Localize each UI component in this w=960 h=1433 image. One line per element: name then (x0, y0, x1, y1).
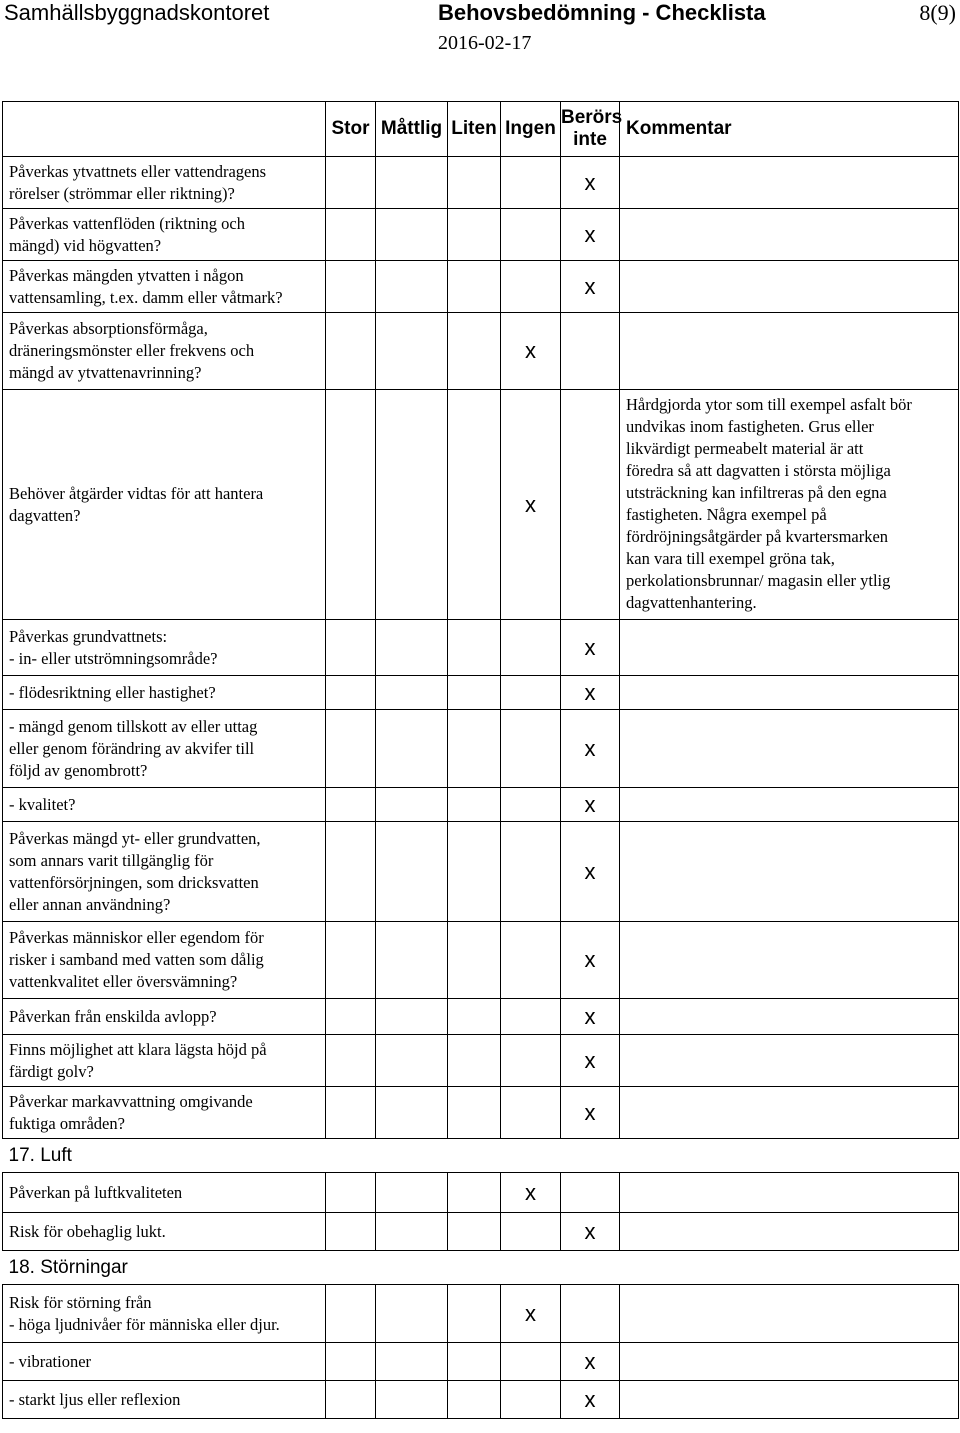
question-text: Behöver åtgärder vidtas för att hantera (9, 483, 264, 503)
question-cell (3, 1285, 326, 1343)
table-row (3, 1213, 959, 1251)
question-cell (3, 1035, 326, 1087)
mark-berors-inte: x (561, 922, 620, 999)
mark-berors-inte: x (561, 999, 620, 1035)
table-row (3, 1285, 959, 1343)
mark-berors-inte: x (561, 822, 620, 922)
page-number: 8(9) (919, 0, 956, 25)
question-cell (3, 788, 326, 822)
question-cell (3, 1087, 326, 1139)
question-text: Risk för störning från (9, 1292, 152, 1312)
section-row-luft (3, 1139, 959, 1173)
question-cell (3, 390, 326, 620)
question-cell (3, 209, 326, 261)
question-text: dräneringsmönster eller frekvens och (9, 341, 255, 360)
table-row (3, 1035, 959, 1087)
table-row (3, 822, 959, 922)
question-cell (3, 999, 326, 1035)
question-text: - vibrationer (9, 1351, 92, 1371)
table-row (3, 390, 959, 620)
comment-line: utsträckning kan infiltreras på den egna (626, 483, 887, 502)
comment-line: likvärdigt permeabelt material är att (626, 439, 864, 458)
comment-cell (620, 1173, 959, 1213)
question-text: Påverkar markavvattning omgivande (9, 1091, 253, 1111)
table-row (3, 1343, 959, 1381)
question-text: som annars varit tillgänglig för (9, 850, 214, 870)
section-row-storningar (3, 1251, 959, 1285)
table-row (3, 999, 959, 1035)
question-cell (3, 1173, 326, 1213)
mark-ingen: x (501, 390, 561, 620)
question-text: dagvatten? (9, 505, 81, 525)
question-text: rörelser (strömmar eller riktning)? (9, 183, 235, 203)
table-row (3, 209, 959, 261)
question-cell (3, 261, 326, 313)
question-text: mängd) vid högvatten? (9, 235, 162, 255)
comment-cell (620, 209, 959, 261)
question-text: eller annan användning? (9, 894, 171, 914)
mark-berors-inte: x (561, 1381, 620, 1419)
comment-line: Hårdgjorda ytor som till exempel asfalt bör (626, 395, 912, 414)
question-text: - kvalitet? (9, 794, 76, 814)
comment-cell (620, 157, 959, 209)
column-header-kommentar: Kommentar (620, 102, 959, 157)
question-text: Påverkas ytvattnets eller vattendragens (9, 161, 267, 181)
comment-line: föredra så att dagvatten i största möjliga (626, 461, 891, 480)
berors-line-2: inte (573, 129, 607, 150)
comment-cell (620, 922, 959, 999)
question-text: Påverkas mängden ytvatten i någon (9, 265, 244, 285)
mark-berors-inte: x (561, 710, 620, 788)
comment-cell (620, 788, 959, 822)
column-header-berors-inte (561, 102, 623, 157)
comment-cell (620, 1343, 959, 1381)
comment-cell (620, 999, 959, 1035)
comment-cell (620, 710, 959, 788)
comment-cell (620, 822, 959, 922)
question-cell (3, 676, 326, 710)
mark-ingen: x (501, 1173, 561, 1213)
document-title: Behovsbedömning - Checklista (438, 0, 766, 25)
mark-berors-inte: x (561, 209, 620, 261)
section-title-luft: 17. Luft (8, 1144, 72, 1166)
comment-line: dagvattenhantering. (626, 593, 757, 612)
column-header-liten: Liten (448, 102, 501, 157)
table-row (3, 676, 959, 710)
question-text: vattenkvalitet eller översvämning? (9, 972, 238, 991)
table-row (3, 157, 959, 209)
question-text: Påverkas vattenflöden (riktning och (9, 213, 245, 233)
table-row (3, 788, 959, 822)
comment-cell (620, 1213, 959, 1251)
table-row (3, 1381, 959, 1419)
question-text: - flödesriktning eller hastighet? (9, 682, 216, 702)
table-row (3, 261, 959, 313)
question-text: följd av genombrott? (9, 760, 148, 780)
question-cell (3, 1213, 326, 1251)
mark-berors-inte: x (561, 676, 620, 710)
section-title-storningar: 18. Störningar (8, 1256, 128, 1278)
comment-line: undvikas inom fastigheten. Grus eller (626, 417, 874, 436)
comment-line: fördröjningsåtgärder på kvartersmarken (626, 527, 889, 546)
mark-berors-inte: x (561, 157, 620, 209)
mark-berors-inte: x (561, 1213, 620, 1251)
question-header (3, 102, 326, 157)
table-row (3, 620, 959, 676)
mark-ingen: x (501, 1285, 561, 1343)
comment-cell (620, 676, 959, 710)
comment-line: kan vara till exempel gröna tak, (626, 549, 835, 568)
comment-cell (620, 1285, 959, 1343)
column-header-mattlig: Måttlig (376, 102, 448, 157)
question-text: Finns möjlighet att klara lägsta höjd på (9, 1039, 267, 1059)
org-name: Samhällsbyggnadskontoret (4, 0, 270, 25)
comment-dagvatten (620, 390, 959, 620)
comment-cell (620, 313, 959, 390)
mark-ingen: x (501, 313, 561, 390)
column-header-stor: Stor (326, 102, 376, 157)
table-row (3, 1087, 959, 1139)
mark-berors-inte: x (561, 1343, 620, 1381)
question-text: vattensamling, t.ex. damm eller våtmark? (9, 287, 283, 307)
table-header-row (3, 102, 959, 157)
question-text: fuktiga områden? (9, 1113, 125, 1133)
comment-cell (620, 1381, 959, 1419)
comment-line: fastigheten. Några exempel på (626, 505, 827, 524)
question-text: Påverkas mängd yt- eller grundvatten, (9, 828, 261, 848)
question-cell (3, 157, 326, 209)
question-text: Påverkan från enskilda avlopp? (9, 1006, 217, 1026)
comment-cell (620, 1087, 959, 1139)
mark-berors-inte: x (561, 261, 620, 313)
question-text: färdigt golv? (9, 1061, 94, 1081)
question-text: risker i samband med vatten som dålig (9, 950, 264, 969)
comment-cell (620, 261, 959, 313)
question-text: Påverkas absorptionsförmåga, (9, 319, 208, 338)
question-cell (3, 620, 326, 676)
comment-cell (620, 620, 959, 676)
question-cell (3, 922, 326, 999)
checklist-table (2, 101, 959, 1419)
mark-berors-inte: x (561, 1087, 620, 1139)
question-text: - höga ljudnivåer för människa eller djur. (9, 1314, 280, 1334)
question-text: mängd av ytvattenavrinning? (9, 363, 202, 382)
question-text: Påverkan på luftkvaliteten (9, 1182, 183, 1202)
question-text: - mängd genom tillskott av eller uttag (9, 716, 258, 736)
column-header-ingen: Ingen (501, 102, 561, 157)
table-row (3, 313, 959, 390)
question-text: vattenförsörjningen, som dricksvatten (9, 872, 259, 892)
mark-berors-inte: x (561, 1035, 620, 1087)
mark-berors-inte: x (561, 620, 620, 676)
question-cell (3, 710, 326, 788)
question-text: eller genom förändring av akvifer till (9, 738, 255, 758)
comment-cell (620, 1035, 959, 1087)
question-text: Påverkas människor eller egendom för (9, 928, 264, 947)
question-cell (3, 822, 326, 922)
question-cell (3, 1381, 326, 1419)
question-text: - starkt ljus eller reflexion (9, 1389, 181, 1409)
question-text: Risk för obehaglig lukt. (9, 1221, 166, 1241)
question-cell (3, 1343, 326, 1381)
table-row (3, 922, 959, 999)
document-date: 2016-02-17 (438, 32, 532, 54)
table-row (3, 710, 959, 788)
question-cell (3, 313, 326, 390)
mark-berors-inte: x (561, 788, 620, 822)
question-text: - in- eller utströmningsområde? (9, 648, 218, 668)
comment-line: perkolationsbrunnar/ magasin eller ytlig (626, 571, 891, 590)
question-text: Påverkas grundvattnets: (9, 626, 168, 646)
table-row (3, 1173, 959, 1213)
berors-line-1: Berörs (561, 107, 623, 128)
